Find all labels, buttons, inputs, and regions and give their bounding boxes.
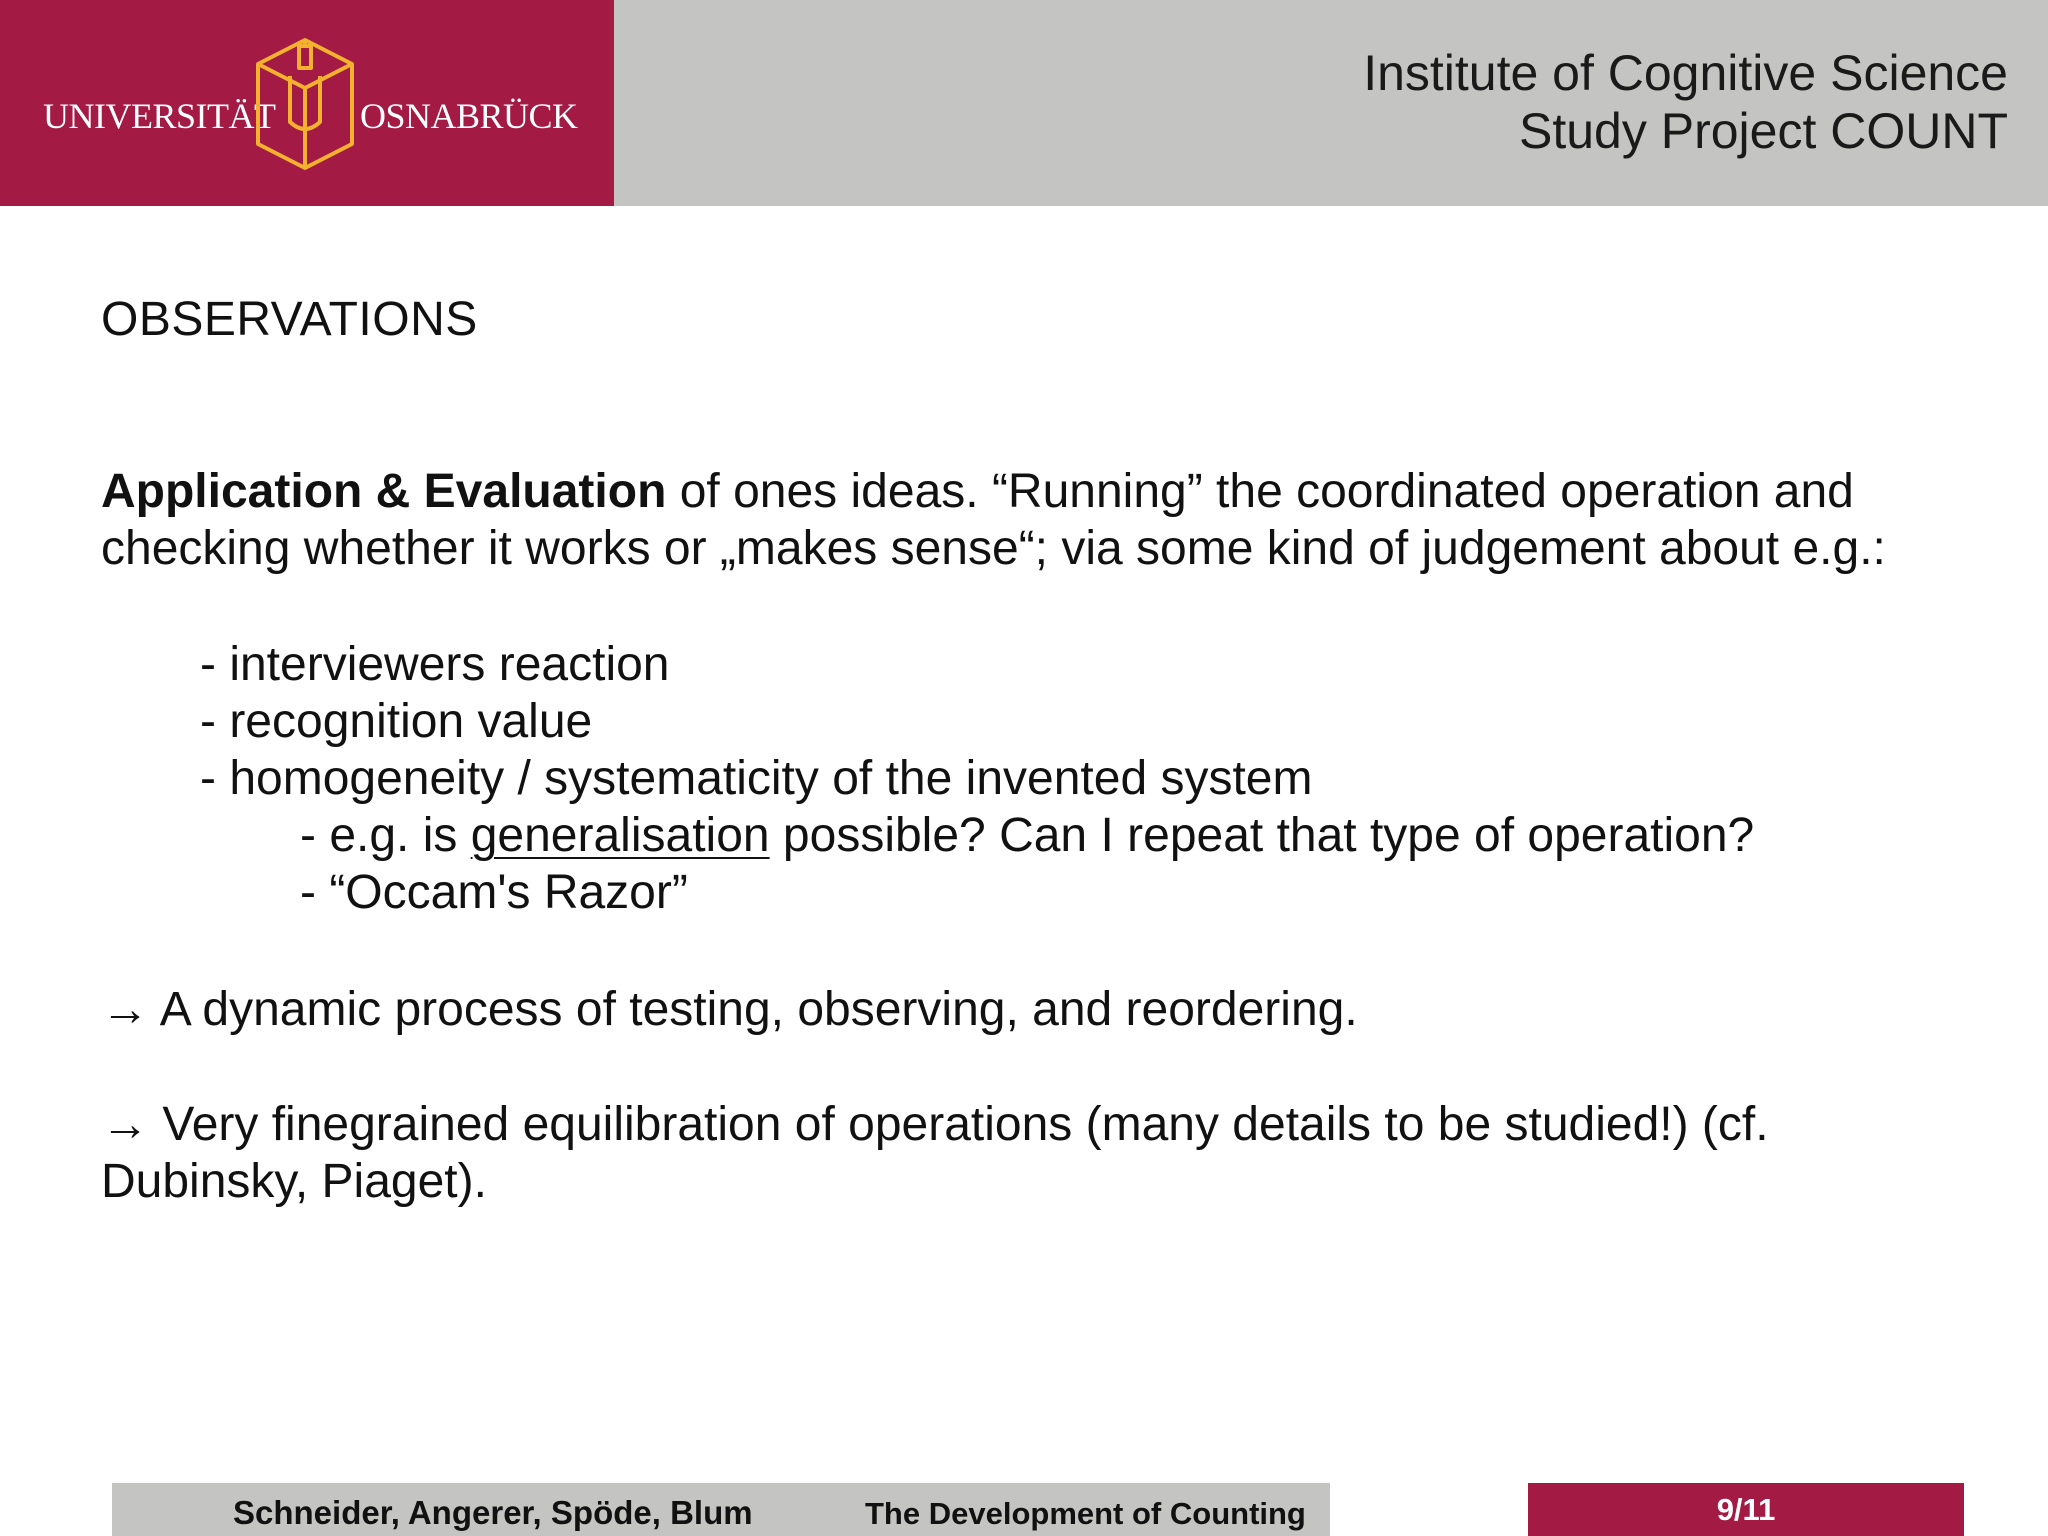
conclusion-1: → A dynamic process of testing, observing, and reordering. <box>101 983 1358 1036</box>
conclusion-2-line-1: → Very finegrained equilibration of operations (many details to be studied!) (cf. <box>101 1098 1769 1151</box>
para-line-2: checking whether it works or „makes sense“; via some kind of judgement about e.g.: <box>101 522 1886 575</box>
institute-line-2: Study Project COUNT <box>1518 103 2008 159</box>
list-item: - homogeneity / systematicity of the invented system <box>200 752 1313 805</box>
footer-title: The Development of Counting <box>865 1496 1306 1531</box>
criteria-sublist <box>300 807 1754 921</box>
page-number: 9/11 <box>1716 1492 1776 1527</box>
conclusion-2-line-2: Dubinsky, Piaget). <box>101 1155 487 1208</box>
sublist-item-generalisation <box>300 807 1754 864</box>
criteria-list <box>200 636 1312 807</box>
conclusion-2 <box>101 1096 1981 1210</box>
sublist-prefix: - e.g. is <box>300 809 471 862</box>
institute-title <box>1363 44 2008 160</box>
logo-text-right: OSNABRÜCK <box>360 96 578 136</box>
sublist-item-occam: - “Occam's Razor” <box>300 866 688 919</box>
para-line-1-rest: of ones ideas. “Running” the coordinated operation and <box>666 465 1854 518</box>
sublist-suffix: possible? Can I repeat that type of operation? <box>769 809 1755 862</box>
para-bold-lead: Application & Evaluation <box>101 465 667 518</box>
list-item: - interviewers reaction <box>200 638 670 691</box>
institute-line-1: Institute of Cognitive Science <box>1363 45 2008 101</box>
university-logo <box>0 0 614 206</box>
footer-authors: Schneider, Angerer, Spöde, Blum <box>233 1494 753 1531</box>
underlined-term: generalisation <box>470 809 770 862</box>
university-emblem-icon <box>252 36 358 172</box>
main-paragraph <box>101 463 2021 577</box>
slide-heading: OBSERVATIONS <box>101 293 478 346</box>
logo-text-left: UNIVERSITÄT <box>43 96 276 136</box>
list-item: - recognition value <box>200 695 593 748</box>
